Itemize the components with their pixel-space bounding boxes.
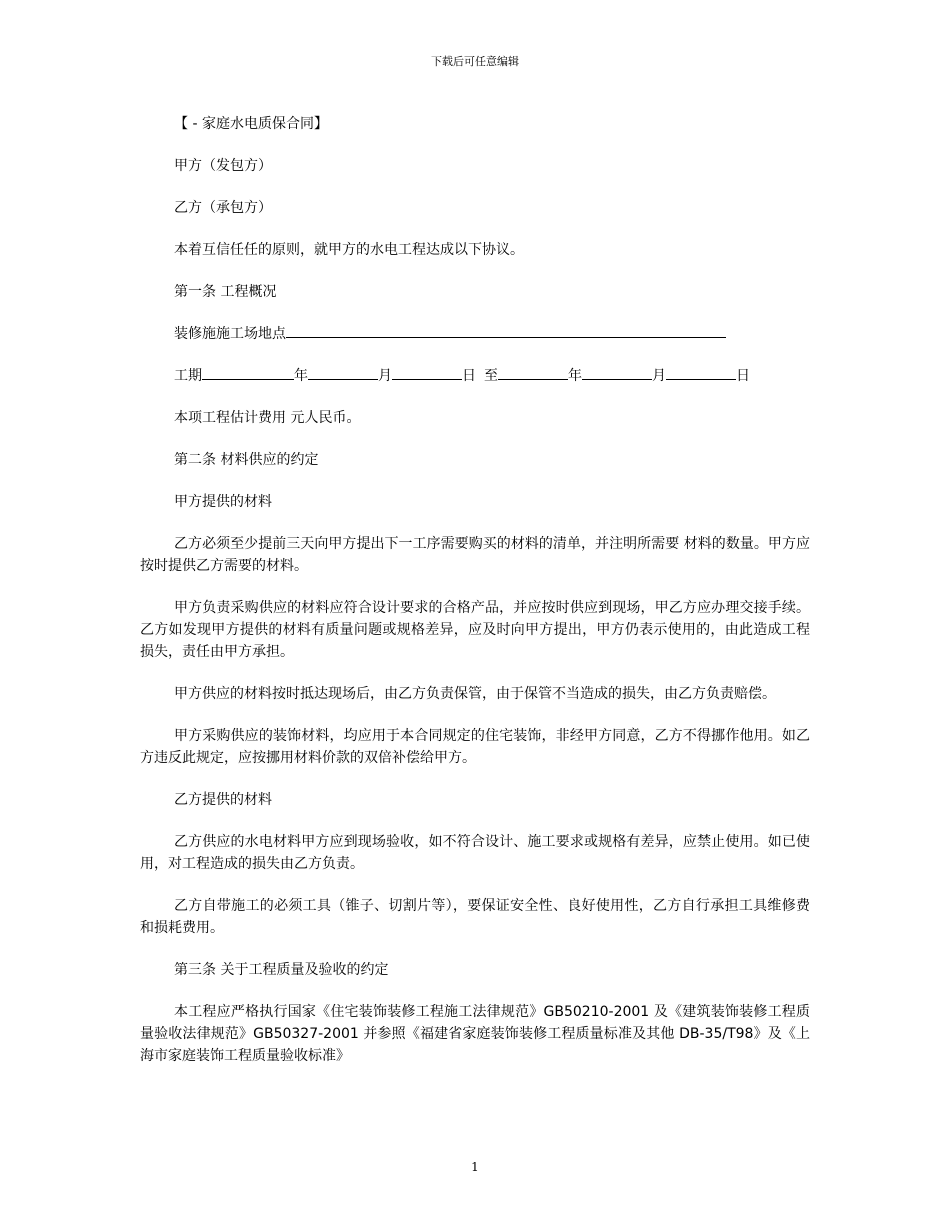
page-header: 下载后可任意编辑 bbox=[431, 55, 519, 68]
paragraph: 甲方负责采购供应的材料应符合设计要求的合格产品，并应按时供应到现场，甲乙方应办理交接手续。乙方如发现甲方提供的材料有质量问题或规格差异，应及时向甲方提出，甲方仍表示使用的，由此造成工程损失，责任由甲方承担。 bbox=[140, 600, 810, 660]
period-label: 工期 bbox=[174, 368, 202, 384]
paragraph: 本工程应严格执行国家《住宅装饰装修工程施工法律规范》GB50210-2001 及《建筑装饰装修工程质量验收法律规范》GB50327-2001 并参照《福建省家庭装饰装修工程质量标准及其他 DB-35/T98》及《上海市家庭装饰工程质量验收标准》 bbox=[140, 1004, 810, 1064]
paragraph: 甲方供应的材料按时抵达现场后，由乙方负责保管，由于保管不当造成的损失，由乙方负责赔偿。 bbox=[174, 686, 776, 702]
end-day-label: 日 bbox=[736, 368, 750, 384]
site-location-label: 装修施施工场地点 bbox=[174, 326, 286, 342]
party-a-line: 甲方（发包方） bbox=[174, 158, 272, 174]
period-to-label: 至 bbox=[484, 368, 498, 384]
end-year-blank[interactable] bbox=[498, 365, 568, 380]
document-title: 【 - 家庭水电质保合同】 bbox=[174, 116, 328, 132]
document-body bbox=[140, 113, 810, 1087]
end-month-blank[interactable] bbox=[582, 365, 652, 380]
start-year-label: 年 bbox=[294, 368, 308, 384]
site-location-line bbox=[140, 323, 810, 345]
period-line bbox=[140, 365, 810, 387]
start-year-blank[interactable] bbox=[202, 365, 294, 380]
end-year-label: 年 bbox=[568, 368, 582, 384]
article-3-heading: 第三条 关于工程质量及验收的约定 bbox=[174, 962, 389, 978]
start-month-blank[interactable] bbox=[308, 365, 378, 380]
site-location-blank[interactable] bbox=[286, 323, 726, 338]
party-b-materials-heading: 乙方提供的材料 bbox=[174, 792, 272, 808]
article-2-heading: 第二条 材料供应的约定 bbox=[174, 452, 319, 468]
paragraph: 甲方采购供应的装饰材料，均应用于本合同规定的住宅装饰，非经甲方同意，乙方不得挪作他用。如乙方违反此规定，应按挪用材料价款的双倍补偿给甲方。 bbox=[140, 728, 810, 766]
article-1-heading: 第一条 工程概况 bbox=[174, 284, 277, 300]
end-day-blank[interactable] bbox=[666, 365, 736, 380]
intro-paragraph: 本着互信任任的原则，就甲方的水电工程达成以下协议。 bbox=[174, 242, 524, 258]
start-day-label: 日 bbox=[462, 368, 476, 384]
party-a-materials-heading: 甲方提供的材料 bbox=[174, 494, 272, 510]
page-number: 1 bbox=[471, 1160, 479, 1174]
end-month-label: 月 bbox=[652, 368, 666, 384]
paragraph: 乙方供应的水电材料甲方应到现场验收，如不符合设计、施工要求或规格有差异，应禁止使用。如已使用，对工程造成的损失由乙方负责。 bbox=[140, 834, 810, 872]
paragraph: 乙方必须至少提前三天向甲方提出下一工序需要购买的材料的清单，并注明所需要 材料的数量。甲方应按时提供乙方需要的材料。 bbox=[140, 536, 810, 574]
party-b-line: 乙方（承包方） bbox=[174, 200, 272, 216]
paragraph: 乙方自带施工的必须工具（锥子、切割片等），要保证安全性、良好使用性，乙方自行承担工具维修费和损耗费用。 bbox=[140, 898, 810, 936]
cost-line: 本项工程估计费用 元人民币。 bbox=[174, 410, 361, 426]
start-day-blank[interactable] bbox=[392, 365, 462, 380]
start-month-label: 月 bbox=[378, 368, 392, 384]
